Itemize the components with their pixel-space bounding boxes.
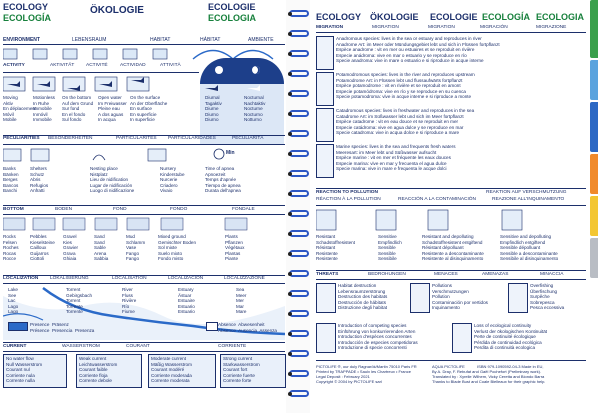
spiral-coil [289,10,309,17]
continuity-icon [452,323,472,353]
right-page [310,0,598,413]
pecul-apnea: Time of apnea Apnoezeit Temps d'apnée Tiempo de apnea Durata dell'apnea [205,166,241,194]
spiral-coil [289,170,309,177]
current-label-de: WASSERSTROM [62,344,100,349]
loc-label-es: LOCALIZACIÓN [168,276,204,281]
activity-label-en: ACTIVITY [3,63,25,68]
mig-label-de: MIGRATION [372,25,399,30]
bottom-label-en: BOTTOM [3,207,24,212]
migration-potamodromous: Potamodromous species: lives in the river and reproduces upstream Potamodrome Art: in Flüssen lebt und flussaufwärts fortpflanzt Espèce potamodrome : vit en rivière et se reproduit en amont Especie potamódroma: vive en río y se reproduce en su cuenca Specie potamodroma: vive in acque interne e si riproduce a monte [336,72,475,100]
pecul-nursery: Nursery Kinderstube Nurcerie Criadero Vivaio [160,166,185,194]
mig-label-fr: MIGRATION [428,25,455,30]
threat-pollutions: Pollutions Verschmutzungen Pollution Contaminación por vertidos Inquinamento [432,283,488,311]
spiral-coil [289,370,309,377]
marine-icon [316,144,334,178]
left-page [0,0,288,413]
poll-label-de: REAKTION AUF VERSCHMUTZUNG [486,190,567,195]
spiral-coil [289,210,309,217]
absence-label: Absence Abwesenheit Absence Ausencia Assenza [218,322,277,333]
pecul-label-de: BESONDERHEITEN [48,136,93,141]
threat-label-it: MINACCIA [540,272,564,277]
env-label-de: LEBENSRAUM [72,37,107,43]
poll-sensitive-depolluting: Sensitive and depolluting Empfindlich entgiftend Sensible dépolluant Sensible a descontaminante Sensibile al disinquinamento [500,234,559,262]
threat-habitat: Habitat destruction Lebensraumzerstörung Destruction des habitats Destrucción de hábitats Distruzione degli habitat [338,283,388,311]
threat-continuity: Loss of ecological continuity Verlust der ökologischen Kontinuität Perte de continuité écologique Pérdida de continuidad ecológica Perdita di continuità ecologica [474,323,548,351]
poll-resistant-depolluting: Resistant and depolluting Schadstoffresistent entgiftend Résistant dépolluant Resistente a descontaminante Resistente al disinquinamento [422,234,484,262]
current-label-en: CURRENT [3,344,27,349]
spiral-coil [289,70,309,77]
bottom-label-it: FONDALE [232,207,255,212]
spiral-coil [289,310,309,317]
loc-torrent: Torrent Gebirgsbach Torrent Torrente Torrente [66,287,93,315]
bottom-plants: Plants Pflanzen Végétaux Plantas Piante [225,234,245,262]
current-strong: Strong current Starkwasserstrom Courant fort Corriente fuerte Corrente forte [223,356,260,384]
poll-resistant: Resistant Schadstoffresistent Résistant Resistente Resistente [316,234,355,262]
threat-overfishing: Overfishing Überfischung Surpêche Sobrepesca Pesca eccessiva [530,283,565,311]
spiral-coil [289,250,309,257]
spiral-coil [289,30,309,37]
current-none: No water flow Null Wasserstrom Courant nul Corriente nula Corrente nulla [6,356,43,384]
activity-label-it: ATTIVITÀ [160,63,181,68]
activity-diurnal: Diurnal Tagaktiv Diurne Diurno Diurno [205,95,222,123]
left-header-es: ECOLOGÍA [3,13,52,23]
tab-blue-light[interactable] [590,60,598,100]
current-moderate: Moderate current Mäßig Wasserstrom Courant modéré Corriente moderada Corrente moderata [151,356,192,384]
activity-moving: Moving Aktiv En déplacement Móvil Mobile [3,95,37,123]
left-header-en: ECOLOGY [3,2,49,12]
poll-sensitive: Sensitive Empfindlich Sensible Sensible Sensibile [378,234,402,262]
migration-catadromous: Catadromous species: lives in freshwater and reproduces in the sea Catadrome Art: im Süßwasser lebt und sich im Meer fortpflanzt Espèce catadrome : vit en eau douce et se reproduit en mer Especie catádroma: vive en agua dulce y se reproduce en mar Specie catadroma: vive in acqua dolce e si riproduce a mare [336,108,475,136]
env-label-it: AMBIENTE [248,37,274,43]
activity-bottom: On the bottom Auf dem Grund Sur fond En el fondo Sul fondo [62,95,94,123]
bottom-pebbles: Pebbles Kieselsteine Cailloux Guijarros Ciottoli [30,234,55,262]
right-header-it: ECOLOGIA [536,12,585,22]
left-header-fr: ECOLOGIE [208,2,256,12]
tab-blue[interactable] [590,102,598,152]
threat-label-en: THREATS [316,272,339,277]
loc-estuary: Estuary Ästuar Estuaire Estuario Estuario [178,287,195,315]
pollution-icons [316,208,586,232]
footer-right: AQUA PICTOLIFE ISBN 979-1090592-04-3 Made in EU, By A. Dray, F. Rebufat and Gaël Pochefort (Preliminary work). Translated by : Xyrelle Wilhem, Vicky Ceretta and Biondo Barra Thanks to Blade Bust and Coale Bielleaux for their graphic help. [432,364,546,384]
poll-label-fr: RÉACTION À LA POLLUTION [316,197,381,202]
spiral-coil [289,390,309,397]
tab-green[interactable] [590,0,598,58]
spiral-coil [289,350,309,357]
presence-swatch [8,322,28,331]
left-header-it: ECOLOGIA [208,13,257,23]
bottom-label-es: FONDO [170,207,188,212]
current-weak: Weak current Leichtwasserstrom Courant faible Corriente floja Corrente debole [79,356,118,384]
pecul-label-en: PECULIARITIES [3,136,40,141]
loc-label-de: LOKALISIERUNG [50,276,89,281]
loc-label-en: LOCALIZATION [3,276,39,281]
activity-icons [3,76,285,92]
pollutions-icon [410,283,430,313]
activity-label-de: AKTIVITÄT [50,63,75,68]
spiral-coil [289,190,309,197]
activity-motionless: Motionless In Ruhe Immobile Inmóvil Immobile [33,95,55,123]
mig-label-it: MIGRAZIONE [536,25,567,30]
migration-anadromous: Anadromous species: lives in the sea or estuary and reproduces in river Anadrome Art: im Meer oder Mündungsgebiet lebt und sich in Flüssen fortpflanzt Espèce anadrome : vit en mer ou estuaires et se reproduit en rivière Especie anádroma: vive en mar o estuario y se reproduce en río Specie anadroma: vive in mare o estuario e si riproduce in acque interne [336,36,500,64]
spiral-coil [289,110,309,117]
current-label-fr: COURANT [126,344,150,349]
peculiarities-icons [3,147,285,163]
env-label-fr: HABITAT [150,37,171,43]
spiral-coil [289,230,309,237]
bottom-mixed: Mixed ground Gemischter Boden Sol mixte Suelo mixto Fondo misto [158,234,197,262]
catadromous-icon [316,108,334,142]
tab-orange[interactable] [590,154,598,194]
pecul-nesting: Nesting place Nistplatz Lieu de nidification Lugar de nidificación Luogo di nidificazione [90,166,135,194]
spiral-coil [289,270,309,277]
bottom-label-fr: FOND [113,207,127,212]
current-label-es: CORRIENTE [218,344,247,349]
bottom-icons [3,217,285,231]
right-header-en: ECOLOGY [316,12,362,22]
pecul-label-es: PARTICULARIDADES [168,136,216,141]
tab-gray[interactable] [590,238,598,278]
spiral-coil [289,290,309,297]
bottom-gravel: Gravel Kies Gravier Grava Ghiaia [63,234,79,262]
threat-competing: Introduction of competing species Einführung von konkurrierenden Arten Introduction d'espèces concurrentes Introducción de especies competidoras Introduzione di specie concorrenti [338,323,418,351]
migration-marine: Marine species: lives in the sea and frequents fresh waters Meeresart: im Meer lebt und Süßwasser aufsucht Espèce marine : vit en mer et fréquente les eaux douces Especie marina: vive en mar y frecuenta el agua dulce Specie marina: vive in mare e frequenta le acque dolci [336,144,456,172]
loc-label-fr: LOCALISATION [112,276,147,281]
competing-icon [316,323,336,353]
habitat-icon [316,283,336,313]
pecul-banks: Banks Bänken Berges Bancos Banchi [3,166,19,194]
threat-label-es: AMENAZAS [482,272,509,277]
mig-label-en: MIGRATION [316,25,344,30]
overfishing-icon [508,283,528,313]
apnea-min: Min [226,150,235,156]
pecul-shelters: Shelters Schutz Abris Refugios Anfratti [30,166,49,194]
left-header-de: ÖKOLOGIE [90,5,144,16]
loc-label-it: LOCALIZZAZIONE [224,276,265,281]
anadromous-icon [316,36,334,70]
mig-label-es: MIGRACIÓN [480,25,508,30]
absence-swatch [206,322,218,331]
poll-label-en: REACTION TO POLLUTION [316,190,379,195]
pecul-label-it: PECULIARITÀ [232,136,264,141]
spiral-coil [289,50,309,57]
moon-icon [252,66,260,74]
spiral-coil [289,150,309,157]
activity-open-water: Open water Im Freiwasser Pleine eau A dos aguas In acqua [98,95,127,123]
potamodromous-icon [316,72,334,106]
right-header-es: ECOLOGÍA [482,12,531,22]
loc-sea: Sea Meer Mer Mar Mare [236,287,247,315]
poll-label-it: REAZIONE ALL'INQUINAMENTO [492,197,565,202]
activity-nocturnal: Nocturnal Nachtaktiv Nocturne Nocturno Notturno [244,95,266,123]
pecul-label-fr: PARTICULARITÉS [116,136,157,141]
threat-label-de: BEDROHUNGEN [368,272,406,277]
threat-label-fr: MENACES [434,272,458,277]
right-header-de: ÖKOLOGIE [370,12,419,22]
poll-label-es: REACCIÓN A LA CONTAMINACIÓN [398,197,477,202]
bottom-label-de: BODEN [55,207,73,212]
loc-river: River Fluss Rivière Río Fiume [122,287,137,315]
spiral-binding [286,0,312,413]
spiral-coil [289,330,309,337]
sun-icon [215,66,223,74]
tab-yellow[interactable] [590,196,598,236]
env-label-en: ENVIRONMENT [3,37,40,43]
presence-label: Presence Präsenz Présence Presencia Presenza [30,322,95,333]
footer-left: PICTOLIFE ®, our duly Ragnarök/Martin 75010 Paris FR Printed by TRAPPADE • Saulx les Chartreux • France Legal Deposit : February 2021 Copyright © 2004 by PICTOLIFE sarl [316,364,417,384]
env-label-es: HÁBITAT [200,37,221,43]
right-header-fr: ECOLOGIE [430,12,478,22]
loc-lake: Lake See Lac Lago Lago [8,287,19,315]
spiral-coil [289,90,309,97]
bottom-rocks: Rocks Felsen Roches Rocas Rocce [3,234,19,262]
activity-label-es: ACTIVIDAD [120,63,146,68]
bottom-mud: Mud Schlamm Vase Fango Fango [126,234,146,262]
spiral-coil [289,130,309,137]
bottom-sand: Sand Sand Sable Arena Sabbia [94,234,109,262]
activity-label-fr: ACTIVITÉ [86,63,108,68]
activity-surface: On the surface An der Oberfläche En surface En superficie In superficie [130,95,168,123]
